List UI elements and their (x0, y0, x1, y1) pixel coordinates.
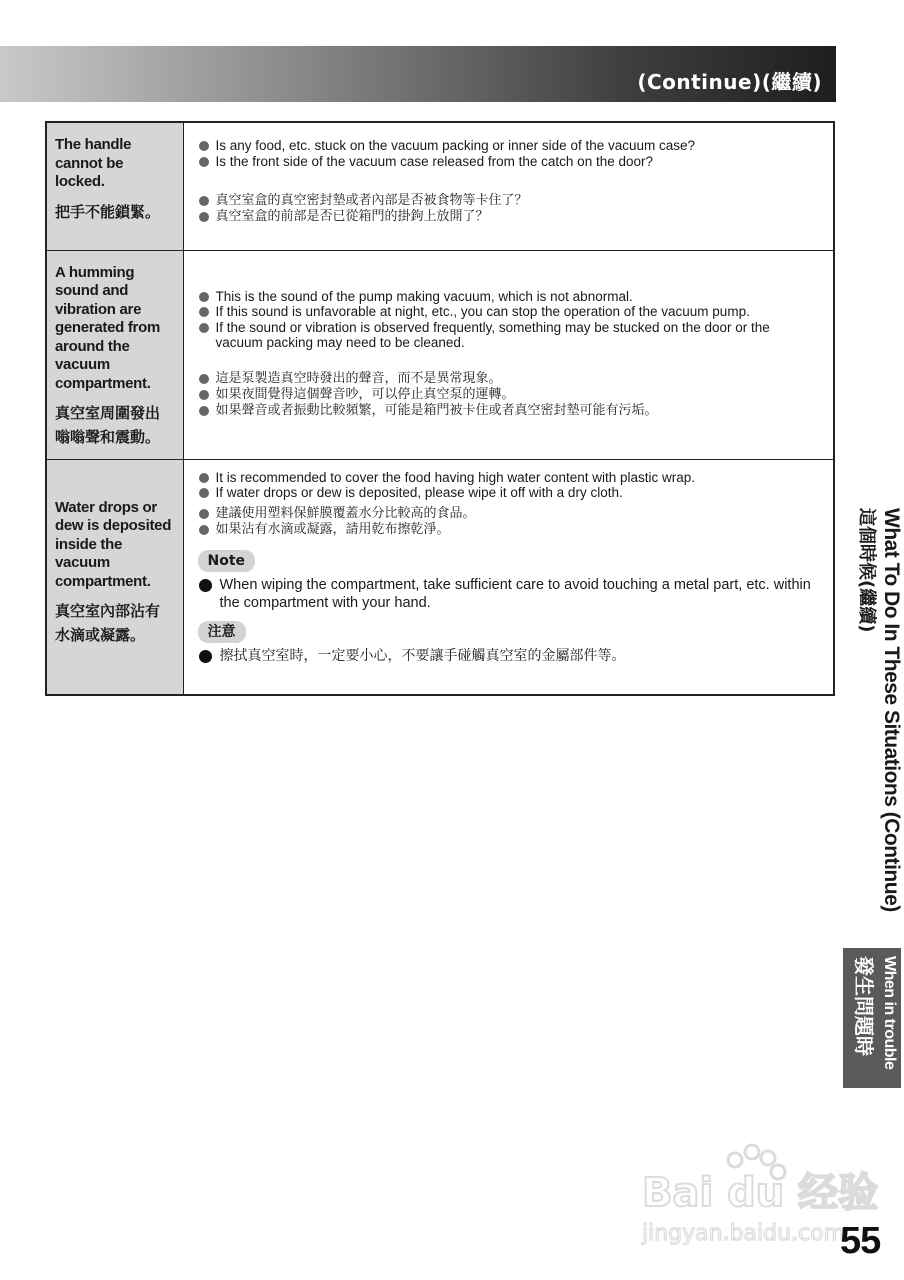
list-item: 真空室盒的前部是否已從箱門的掛鉤上放開了？ (198, 209, 820, 225)
condition-cell (46, 250, 183, 459)
list-item: 建議使用塑料保鮮膜覆蓋水分比較高的食品。 (198, 506, 820, 522)
header-bar (0, 46, 836, 102)
list-item: Is the front side of the vacuum case released from the catch on the door? (198, 154, 820, 170)
note-item-zh: 擦拭真空室時，一定要小心，不要讓手碰觸真空室的金屬部件等。 (198, 647, 820, 666)
solution-group-en (198, 470, 820, 501)
list-item: 真空室盒的真空密封墊或者內部是否被食物等卡住了？ (198, 193, 820, 209)
condition-cell (46, 459, 183, 695)
solution-group-en (198, 289, 820, 351)
page-number: 55 (840, 1220, 881, 1262)
section-tab-text (851, 956, 901, 1069)
list-item: 如果沾有水滴或凝露，請用乾布擦乾淨。 (198, 522, 820, 538)
table-row (46, 122, 834, 250)
list-item: 如果夜間覺得這個聲音吵，可以停止真空泵的運轉。 (198, 387, 820, 403)
list-item: Is any food, etc. stuck on the vacuum packing or inner side of the vacuum case? (198, 138, 820, 154)
section-tab (843, 948, 901, 1088)
list-item: If water drops or dew is deposited, please wipe it off with a dry cloth. (198, 485, 820, 501)
table-row (46, 459, 834, 695)
side-title-en: What To Do In These Situations (Continue) (880, 508, 903, 912)
condition-en: A humming sound and vibration are generated from around the vacuum compartment. (55, 263, 160, 392)
troubleshooting-table (45, 121, 835, 696)
solution-cell (183, 122, 834, 250)
page-header-title: (Continue)(繼續) (637, 70, 822, 94)
solution-group-en (198, 138, 820, 169)
solution-cell (183, 459, 834, 695)
list-item: If this sound is unfavorable at night, etc., you can stop the operation of the vacuum pump. (198, 304, 820, 320)
side-section-title (854, 508, 904, 912)
note-item-en: When wiping the compartment, take sufficient care to avoid touching a metal part, etc. within the compartment with your hand. (198, 576, 820, 613)
condition-en: Water drops or dew is deposited inside the vacuum compartment. (55, 498, 172, 590)
watermark-logo-text: Bai du 经验 (642, 1170, 879, 1216)
note-badge-zh: 注意 (198, 621, 246, 643)
condition-cell (46, 122, 183, 250)
list-item: 這是泵製造真空時發出的聲音，而不是異常現象。 (198, 371, 820, 387)
solution-cell (183, 250, 834, 459)
table-row (46, 250, 834, 459)
condition-en: The handle cannot be locked. (55, 136, 132, 190)
list-item: If the sound or vibration is observed frequently, something may be stucked on the door or the vacuum packing may need to be cleaned. (198, 320, 820, 351)
solution-group-zh (198, 371, 820, 419)
side-title-zh: 這個時候(繼續) (856, 508, 877, 633)
solution-group-zh (198, 193, 820, 225)
condition-zh: 真空室內部沾有水滴或凝露。 (55, 602, 161, 644)
watermark-url: jingyan.baidu.com (642, 1221, 846, 1246)
list-item: 如果聲音或者振動比較頻繁，可能是箱門被卡住或者真空密封墊可能有污垢。 (198, 403, 820, 419)
condition-zh: 真空室周圍發出嗡嗡聲和震動。 (55, 404, 161, 446)
tab-label-en: When in trouble (881, 956, 898, 1070)
condition-zh: 把手不能鎖緊。 (55, 202, 161, 221)
tab-label-zh: 發生問題時 (852, 956, 876, 1056)
list-item: It is recommended to cover the food having high water content with plastic wrap. (198, 470, 820, 486)
note-badge-en: Note (198, 550, 256, 572)
solution-group-zh (198, 506, 820, 538)
list-item: This is the sound of the pump making vacuum, which is not abnormal. (198, 289, 820, 305)
